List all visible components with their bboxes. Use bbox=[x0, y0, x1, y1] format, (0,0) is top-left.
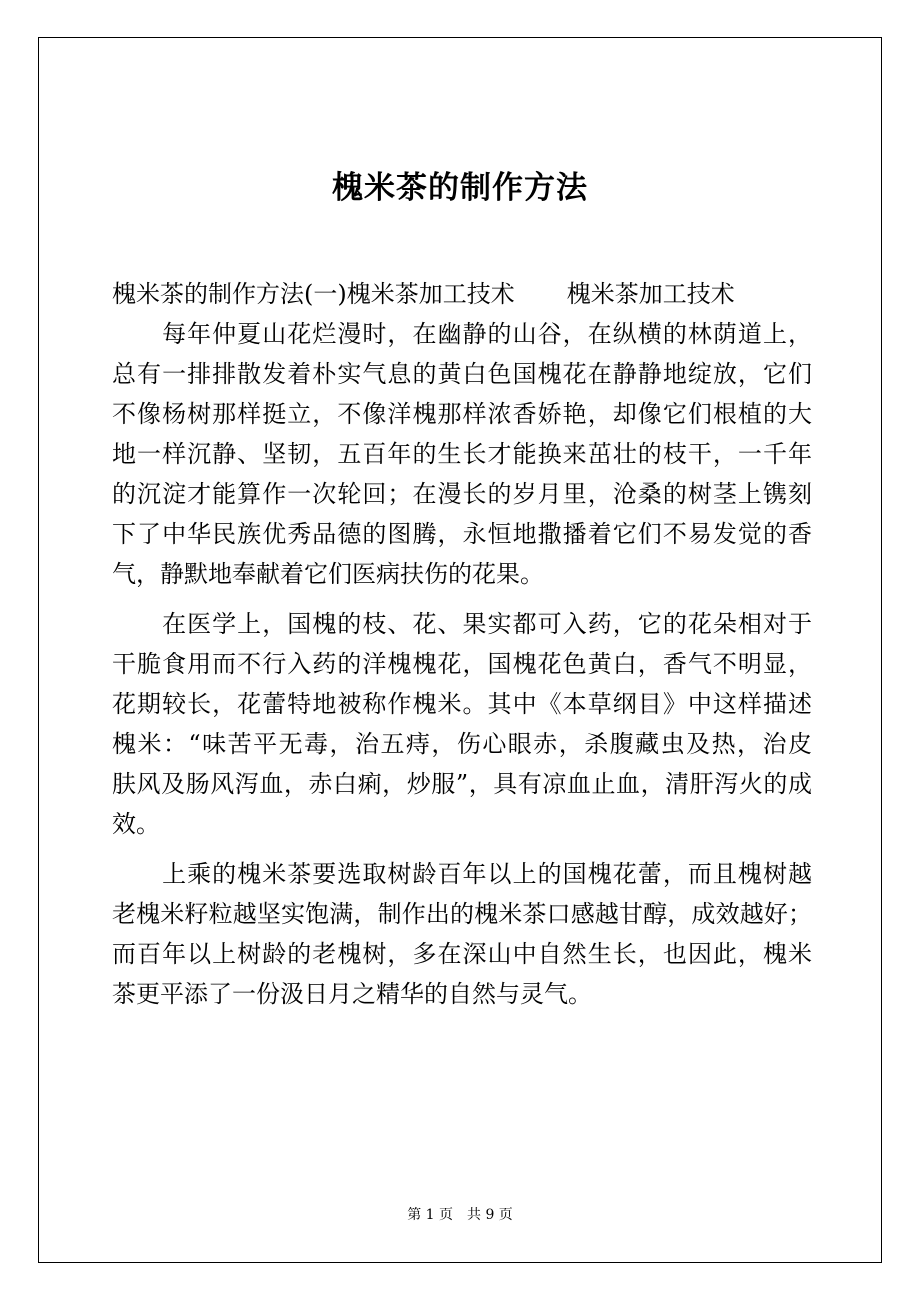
subtitle-part-1: 槐米茶的制作方法(一)槐米茶加工技术 bbox=[112, 280, 515, 308]
paragraph-1 bbox=[112, 314, 812, 594]
paragraph-line: 肤风及肠风泻血，赤白痢，炒服”，具有凉血止血，清肝泻火的成 bbox=[112, 770, 812, 798]
paragraph-line: 茶更平添了一份汲日月之精华的自然与灵气。 bbox=[112, 980, 592, 1008]
paragraph-line: 槐米：“味苦平无毒，治五痔，伤心眼赤，杀腹藏虫及热，治皮 bbox=[112, 730, 812, 758]
paragraph-3 bbox=[112, 854, 812, 1014]
document-title: 槐米茶的制作方法 bbox=[332, 169, 588, 206]
paragraph-gap bbox=[112, 594, 812, 604]
page-number-current: 第 1 页 bbox=[407, 1207, 453, 1223]
paragraph-line: 在医学上，国槐的枝、花、果实都可入药，它的花朵相对于 bbox=[112, 610, 812, 638]
paragraph-2 bbox=[112, 604, 812, 844]
paragraph-line: 总有一排排散发着朴实气息的黄白色国槐花在静静地绽放，它们 bbox=[112, 360, 812, 388]
paragraph-line: 花期较长，花蕾特地被称作槐米。其中《本草纲目》中这样描述 bbox=[112, 690, 812, 718]
paragraph-line: 效。 bbox=[112, 810, 160, 838]
paragraph-line: 不像杨树那样挺立，不像洋槐那样浓香娇艳，却像它们根植的大 bbox=[112, 400, 812, 428]
paragraph-line: 下了中华民族优秀品德的图腾，永恒地撒播着它们不易发觉的香 bbox=[112, 520, 812, 548]
paragraph-line: 而百年以上树龄的老槐树，多在深山中自然生长，也因此，槐米 bbox=[112, 940, 812, 968]
page-footer bbox=[0, 1205, 920, 1225]
paragraph-line: 气，静默地奉献着它们医病扶伤的花果。 bbox=[112, 560, 544, 588]
paragraph-line: 上乘的槐米茶要选取树龄百年以上的国槐花蕾，而且槐树越 bbox=[112, 860, 812, 888]
paragraph-gap bbox=[112, 844, 812, 854]
paragraph-line: 的沉淀才能算作一次轮回；在漫长的岁月里，沧桑的树茎上镌刻 bbox=[112, 480, 812, 508]
paragraph-line: 老槐米籽粒越坚实饱满，制作出的槐米茶口感越甘醇，成效越好； bbox=[112, 900, 812, 928]
subtitle-part-2: 槐米茶加工技术 bbox=[566, 280, 735, 308]
page-number-total: 共 9 页 bbox=[467, 1207, 513, 1223]
paragraph-line: 地一样沉静、坚韧，五百年的生长才能换来茁壮的枝干，一千年 bbox=[112, 440, 812, 468]
document-body bbox=[112, 274, 812, 1014]
paragraph-line: 每年仲夏山花烂漫时，在幽静的山谷，在纵横的林荫道上， bbox=[112, 320, 812, 348]
document-subtitle bbox=[112, 274, 812, 314]
paragraph-line: 干脆食用而不行入药的洋槐槐花，国槐花色黄白，香气不明显， bbox=[112, 650, 812, 678]
